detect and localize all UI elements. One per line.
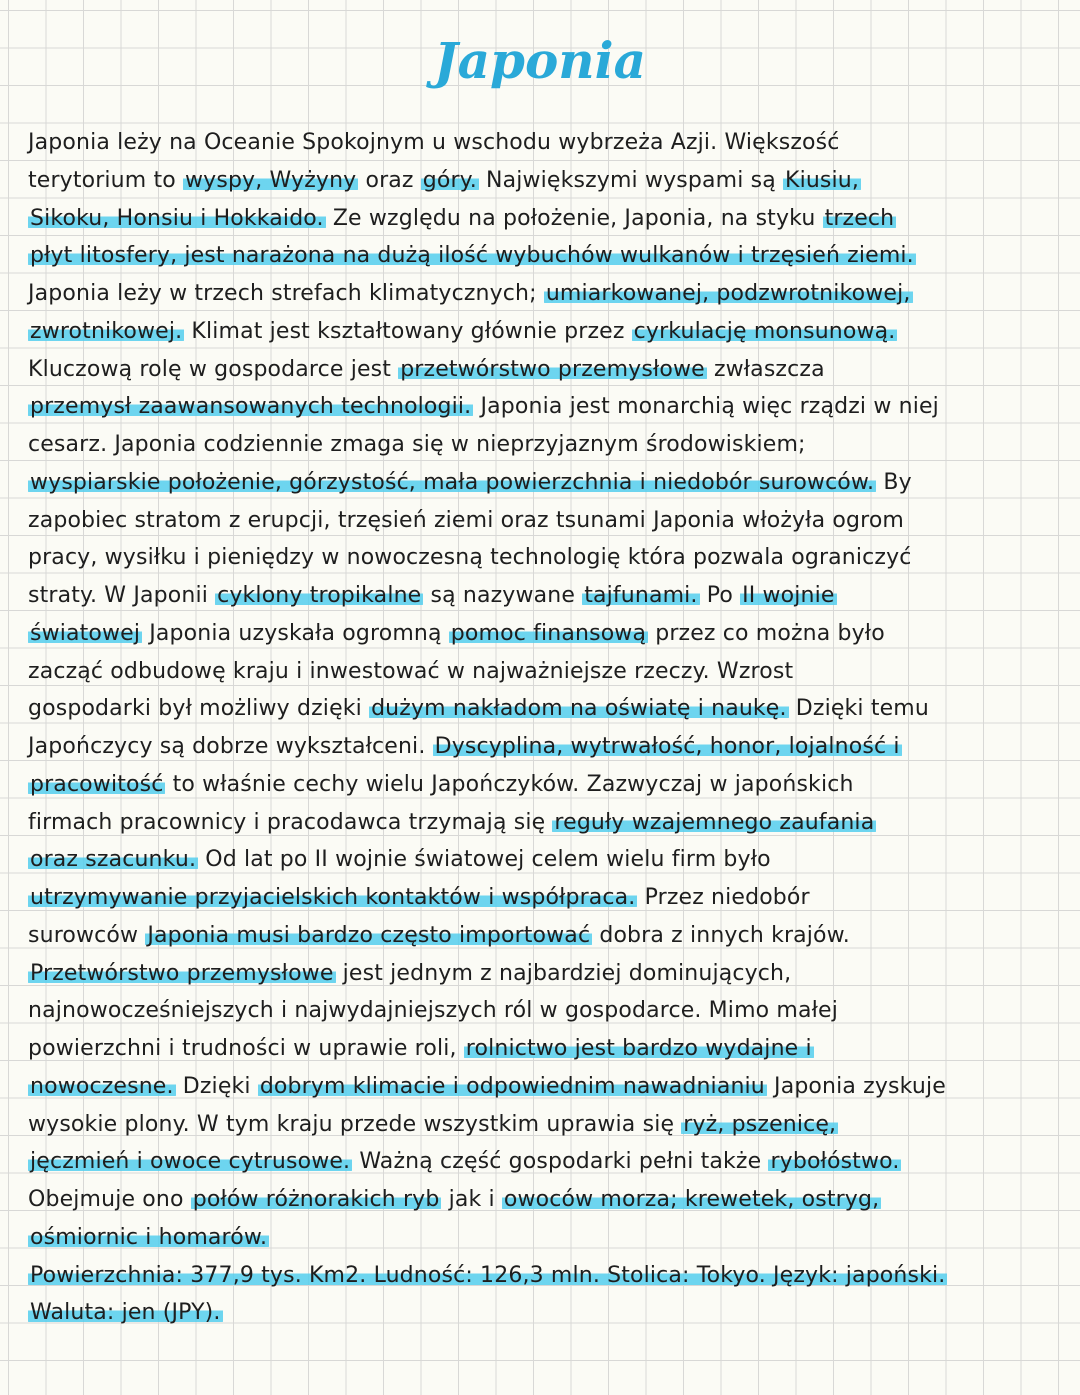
highlighted-phrase: zwrotnikowej. — [30, 318, 183, 344]
text-line — [28, 124, 1044, 162]
text-segment: Japonia leży na Oceanie Spokojnym u wschodu wybrzeża Azji. Większość — [28, 130, 840, 155]
text-segment: Ze względu na położenie, Japonia, na styku — [325, 205, 823, 231]
text-line — [28, 879, 1044, 917]
highlighted-phrase: Przetwórstwo przemysłowe — [30, 960, 334, 986]
highlighted-phrase: cyrkulację monsunową. — [633, 318, 896, 344]
highlighted-phrase: reguły wzajemnego zaufania — [554, 809, 875, 835]
text-segment: to właśnie cechy wielu Japończyków. Zazwyczaj w japońskich — [165, 771, 854, 797]
text-line — [28, 200, 1044, 238]
text-segment: Japonia zyskuje — [766, 1073, 946, 1099]
highlighted-phrase: owoców morza; krewetek, ostryg, — [503, 1187, 880, 1212]
highlighted-phrase: Waluta: jen (JPY). — [30, 1300, 221, 1326]
text-line — [28, 653, 1044, 691]
highlighted-phrase: płyt litosfery, jest narażona na dużą ilość wybuchów wulkanów i trzęsień ziemi. — [30, 243, 914, 269]
text-segment: pracy, wysiłku i pieniędzy w nowoczesną technologię która pozwala ograniczyć — [28, 545, 912, 571]
text-line — [28, 766, 1044, 804]
highlighted-phrase: pracowitość — [30, 771, 164, 797]
text-segment: By — [876, 469, 912, 495]
text-segment: wysokie plony. W tym kraju przede wszystkim uprawia się — [28, 1111, 682, 1137]
text-segment: Klimat jest kształtowany głównie przez — [184, 318, 632, 344]
highlighted-phrase: światowej — [30, 620, 141, 646]
text-line — [28, 1106, 1044, 1144]
highlighted-phrase: jęczmień i owoce cytrusowe. — [30, 1149, 351, 1175]
text-segment: powierzchni i trudności w uprawie roli, — [28, 1036, 464, 1061]
text-line — [28, 728, 1044, 766]
highlighted-phrase: przemysł zaawansowanych technologii. — [30, 394, 472, 420]
highlighted-phrase: cyklony tropikalne — [217, 583, 422, 608]
note-body — [28, 124, 1044, 1332]
text-segment: oraz — [358, 167, 421, 193]
text-segment: Po — [699, 583, 741, 608]
text-segment: Japonia uzyskała ogromną — [142, 620, 449, 646]
text-segment: straty. W Japonii — [28, 583, 216, 608]
text-segment: dobra z innych krajów. — [592, 922, 850, 948]
highlighted-phrase: dużym nakładom na oświatę i naukę. — [371, 696, 787, 722]
highlighted-phrase: góry. — [422, 167, 477, 193]
text-segment: gospodarki był możliwy dzięki — [28, 696, 370, 722]
text-line — [28, 464, 1044, 502]
highlighted-phrase: pomoc finansową — [450, 620, 647, 646]
text-line — [28, 1068, 1044, 1106]
text-line — [28, 615, 1044, 653]
highlighted-phrase: przetwórstwo przemysłowe — [400, 356, 705, 382]
page-title: Japonia — [433, 31, 647, 90]
text-line — [28, 955, 1044, 993]
highlighted-phrase: połów różnorakich ryb — [192, 1187, 440, 1212]
text-segment: są nazywane — [423, 583, 583, 608]
text-segment: Dzięki — [175, 1073, 258, 1099]
text-line — [28, 1294, 1044, 1332]
highlighted-phrase: II wojnie — [742, 583, 835, 608]
text-line — [28, 917, 1044, 955]
highlighted-phrase: Japonia musi bardzo często importować — [147, 922, 591, 948]
text-segment: firmach pracownicy i pracodawca trzymają się — [28, 809, 553, 835]
highlighted-phrase: nowoczesne. — [30, 1073, 174, 1099]
text-line — [28, 992, 1044, 1030]
text-segment: Japonia jest monarchią więc rządzi w niej — [473, 394, 939, 420]
text-line — [28, 804, 1044, 842]
text-line — [28, 577, 1044, 615]
text-segment: zapobiec stratom z erupcji, trzęsień ziemi oraz tsunami Japonia włożyła ogrom — [28, 507, 905, 533]
highlighted-phrase: trzech — [824, 205, 895, 231]
text-line — [28, 502, 1044, 540]
text-segment: najnowocześniejszych i najwydajniejszych ról w gospodarce. Mimo małej — [28, 998, 838, 1024]
text-line — [28, 313, 1044, 351]
text-line — [28, 1181, 1044, 1219]
text-line — [28, 1143, 1044, 1181]
text-segment: Obejmuje ono — [28, 1187, 191, 1212]
text-line — [28, 426, 1044, 464]
text-segment: Japonia leży w trzech strefach klimatycznych; — [28, 281, 544, 306]
text-segment: surowców — [28, 922, 146, 948]
text-line — [28, 388, 1044, 426]
text-line — [28, 539, 1044, 577]
text-segment: przez co można było — [648, 620, 885, 646]
text-line — [28, 690, 1044, 728]
highlighted-phrase: dobrym klimacie i odpowiednim nawadnianiu — [259, 1073, 765, 1099]
highlighted-phrase: wyspiarskie położenie, górzystość, mała powierzchnia i niedobór surowców. — [30, 469, 875, 495]
text-segment: jest jednym z najbardziej dominujących, — [335, 960, 792, 986]
highlighted-phrase: Kiusiu, — [785, 167, 860, 193]
highlighted-phrase: wyspy, Wyżyny — [185, 167, 357, 193]
text-line — [28, 1257, 1044, 1295]
text-line — [28, 1030, 1044, 1068]
highlighted-phrase: tajfunami. — [584, 583, 698, 608]
text-segment: Od lat po II wojnie światowej celem wielu firm było — [198, 847, 771, 873]
text-segment: jak i — [441, 1187, 502, 1212]
highlighted-phrase: Powierzchnia: 377,9 tys. Km2. Ludność: 126,3 mln. Stolica: Tokyo. Język: japoński. — [30, 1262, 946, 1288]
text-segment: Kluczową rolę w gospodarce jest — [28, 356, 399, 382]
text-line — [28, 275, 1044, 313]
highlighted-phrase: rybołóstwo. — [770, 1149, 900, 1175]
highlighted-phrase: ryż, pszenicę, — [683, 1111, 837, 1137]
text-line — [28, 1219, 1044, 1257]
text-line — [28, 237, 1044, 275]
text-segment: Przez niedobór — [637, 885, 810, 910]
highlighted-phrase: rolnictwo jest bardzo wydajne i — [465, 1036, 812, 1061]
highlighted-phrase: oraz szacunku. — [30, 847, 197, 873]
text-segment: zacząć odbudowę kraju i inwestować w najważniejsze rzeczy. Wzrost — [28, 658, 794, 684]
text-segment: Dzięki temu — [788, 696, 929, 722]
text-segment: Ważną część gospodarki pełni także — [352, 1149, 769, 1175]
text-segment: terytorium to — [28, 167, 184, 193]
text-line — [28, 841, 1044, 879]
text-segment: cesarz. Japonia codziennie zmaga się w nieprzyjaznym środowiskiem; — [28, 432, 806, 457]
highlighted-phrase: ośmiornic i homarów. — [30, 1224, 268, 1250]
highlighted-phrase: umiarkowanej, podzwrotnikowej, — [545, 281, 911, 306]
highlighted-phrase: Dyscyplina, wytrwałość, honor, lojalność i — [434, 734, 900, 759]
text-line — [28, 162, 1044, 200]
text-line — [28, 351, 1044, 389]
text-segment: Japończycy są dobrze wykształceni. — [28, 734, 433, 759]
text-segment: Największymi wyspami są — [478, 167, 783, 193]
highlighted-phrase: Sikoku, Honsiu i Hokkaido. — [30, 205, 324, 231]
highlighted-phrase: utrzymywanie przyjacielskich kontaktów i współpraca. — [30, 885, 636, 910]
text-segment: zwłaszcza — [706, 356, 825, 382]
